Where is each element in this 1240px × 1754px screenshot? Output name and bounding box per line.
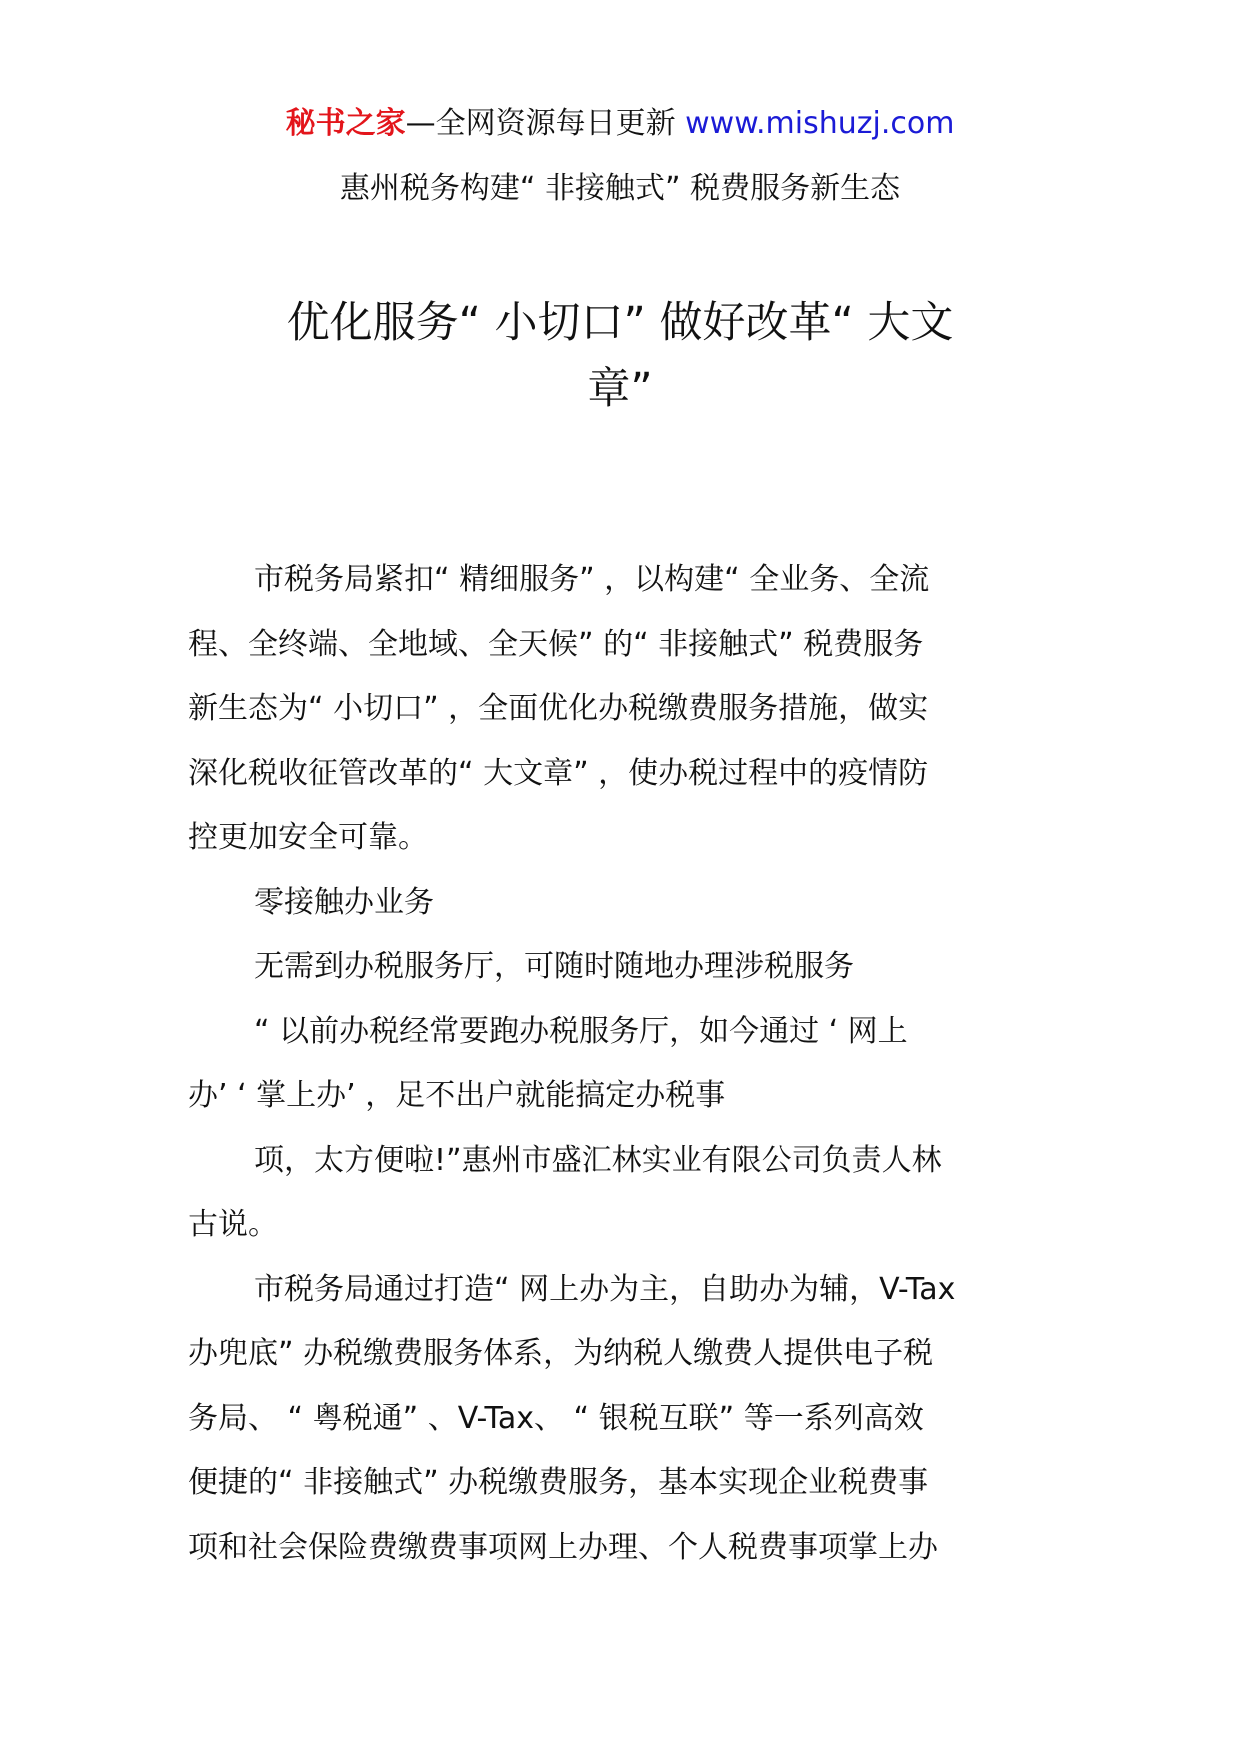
section-subheading: 无需到办税服务厅，可随时随地办理涉税服务 bbox=[254, 949, 854, 984]
title-line-2: 章” bbox=[587, 364, 653, 414]
body-line: 市税务局紧扣“ 精细服务” ，以构建“ 全业务、全流 bbox=[254, 562, 930, 597]
site-url-link[interactable]: www.mishuzj.com bbox=[685, 106, 955, 141]
body-line: 项和社会保险费缴费事项网上办理、个人税费事项掌上办 bbox=[188, 1529, 938, 1565]
body-line: “ 以前办税经常要跑办税服务厅，如今通过 ‘ 网上 bbox=[254, 1013, 908, 1049]
body-line: 办’ ‘ 掌上办’ ，足不出户就能搞定办税事 bbox=[188, 1078, 726, 1113]
body-line: 项，太方便啦!”惠州市盛汇林实业有限公司负责人林 bbox=[254, 1142, 942, 1178]
body-line: 便捷的“ 非接触式” 办税缴费服务，基本实现企业税费事 bbox=[188, 1465, 929, 1500]
body-line: 深化税收征管改革的“ 大文章” ，使办税过程中的疫情防 bbox=[188, 755, 929, 791]
brand-name: 秘书之家 bbox=[285, 106, 406, 141]
body-line: 控更加安全可靠。 bbox=[188, 820, 428, 855]
body-line: 古说。 bbox=[188, 1207, 278, 1242]
body-line: 务局、 “ 粤税通” 、V-Tax、 “ 银税互联” 等一系列高效 bbox=[188, 1400, 924, 1436]
header-tagline: —全网资源每日更新 bbox=[405, 106, 686, 141]
body-line: 程、全终端、全地域、全天候” 的“ 非接触式” 税费服务 bbox=[188, 626, 924, 662]
site-header bbox=[0, 100, 1240, 148]
document-subtitle: 惠州税务构建“ 非接触式” 税费服务新生态 bbox=[339, 171, 901, 206]
body-line: 新生态为“ 小切口” ，全面优化办税缴费服务措施，做实 bbox=[188, 691, 929, 726]
body-line: 办兜底” 办税缴费服务体系，为纳税人缴费人提供电子税 bbox=[188, 1336, 934, 1371]
document-title bbox=[190, 290, 1050, 422]
article-body bbox=[188, 548, 1058, 1580]
section-heading: 零接触办业务 bbox=[254, 884, 434, 920]
body-line: 市税务局通过打造“ 网上办为主，自助办为辅，V-Tax bbox=[254, 1271, 956, 1307]
title-line-1: 优化服务“ 小切口” 做好改革“ 大文 bbox=[286, 298, 954, 348]
